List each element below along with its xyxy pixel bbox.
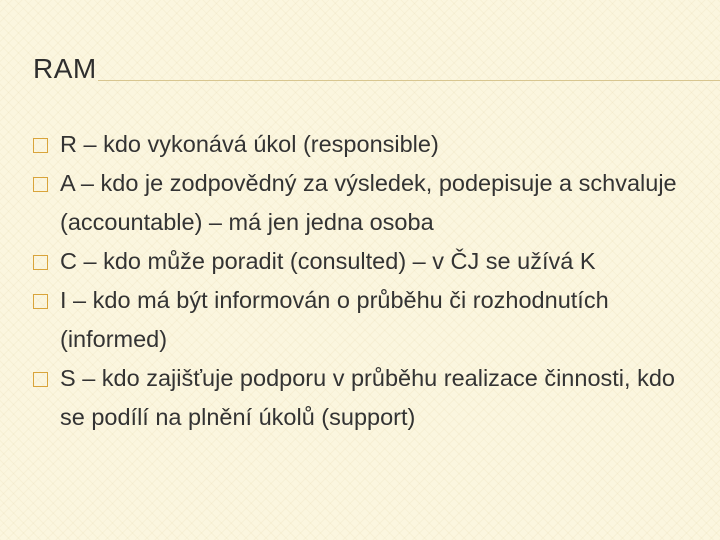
bullet-text: R – kdo vykonává úkol (responsible) (60, 131, 439, 157)
bullet-list (33, 125, 703, 437)
slide-title: RAM (33, 53, 97, 84)
square-bullet-icon (33, 138, 48, 153)
list-item (33, 242, 703, 281)
square-bullet-icon (33, 372, 48, 387)
bullet-text: I – kdo má být informován o průběhu či rozhodnutích (informed) (60, 287, 609, 352)
square-bullet-icon (33, 255, 48, 270)
title-divider (98, 80, 720, 81)
square-bullet-icon (33, 177, 48, 192)
bullet-text: C – kdo může poradit (consulted) – v ČJ se užívá K (60, 248, 596, 274)
bullet-text: A – kdo je zodpovědný za výsledek, podepisuje a schvaluje (accountable) – má jen jedna osoba (60, 170, 677, 235)
square-bullet-icon (33, 294, 48, 309)
list-item (33, 125, 703, 164)
list-item (33, 359, 703, 437)
bullet-text: S – kdo zajišťuje podporu v průběhu realizace činnosti, kdo se podílí na plnění úkolů (support) (60, 365, 675, 430)
list-item (33, 281, 703, 359)
list-item (33, 164, 703, 242)
